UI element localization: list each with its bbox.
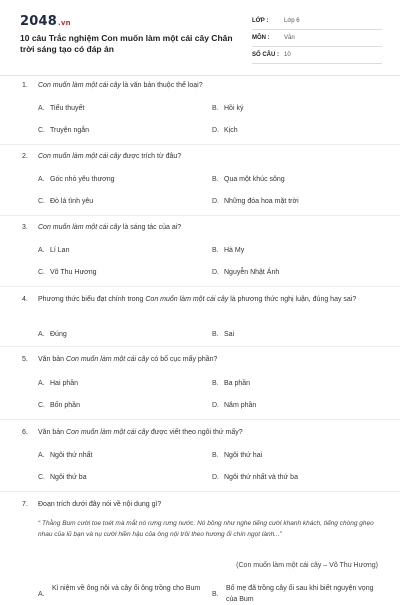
option-letter: B. <box>212 176 219 183</box>
option-letter: B. <box>212 247 219 254</box>
option-text: Kịch <box>224 127 238 134</box>
option-text: Truyện ngắn <box>50 127 90 134</box>
option-text: Qua một khúc sông <box>224 176 285 183</box>
option-letter: C. <box>38 198 45 205</box>
option-letter: B. <box>212 452 219 459</box>
option-text: Năm phần <box>224 402 257 409</box>
logo-text: 2048 <box>20 14 57 29</box>
option-text: Ba phần <box>224 380 251 387</box>
option-b[interactable] <box>212 378 250 389</box>
option-b[interactable] <box>212 245 244 256</box>
option-letter: A. <box>38 591 45 598</box>
option-letter: D. <box>212 402 219 409</box>
option-letter: A. <box>38 247 45 254</box>
question-number: 7. <box>22 501 28 508</box>
question-number: 4. <box>22 296 28 303</box>
option-letter: A. <box>38 105 45 112</box>
meta-question-count <box>252 47 382 64</box>
question-work-title: Con muốn làm một cái cây <box>38 153 121 160</box>
question-prefix: Đoạn trích dưới đây nói về nội dung gì? <box>38 501 162 508</box>
question-number: 1. <box>22 82 28 89</box>
option-text: Ngôi thứ hai <box>224 452 263 459</box>
option-text: Những đóa hoa mặt trời <box>224 198 299 205</box>
question-text <box>22 294 377 306</box>
option-text: Lí Lan <box>50 247 70 254</box>
option-text: Kỉ niệm về ông nội và cây ổi ông trồng cho Bum <box>52 585 201 592</box>
question-suffix: là văn bản thuộc thể loại? <box>120 82 203 89</box>
question-prefix: Phương thức biểu đạt chính trong <box>38 296 146 303</box>
option-c[interactable] <box>38 267 97 278</box>
option-d[interactable] <box>212 125 238 136</box>
question-text <box>22 427 377 439</box>
option-letter: B. <box>212 105 219 112</box>
option-letter: C. <box>38 474 45 481</box>
option-text: Võ Thu Hương <box>50 269 97 276</box>
document-header <box>0 0 400 75</box>
option-d[interactable] <box>212 400 256 411</box>
option-text: Nguyễn Nhật Ánh <box>224 269 280 276</box>
option-letter: A. <box>38 452 45 459</box>
option-b[interactable] <box>212 583 382 605</box>
document-title: 10 câu Trắc nghiệm Con muốn làm một cái cây Chân trời sáng tạo có đáp án <box>20 33 233 54</box>
question-prefix: Văn bản <box>38 429 67 436</box>
option-a[interactable] <box>38 103 84 114</box>
option-d[interactable] <box>212 472 298 483</box>
option-a[interactable] <box>38 174 115 185</box>
option-text: Hồi ký <box>224 105 244 112</box>
option-text: Ngôi thứ nhất <box>50 452 93 459</box>
meta-label: SỐ CÂU : <box>252 52 279 58</box>
option-letter: D. <box>212 198 219 205</box>
quote-source: (Con muốn làm một cái cây – Võ Thu Hương) <box>236 562 378 569</box>
question-work-title: Con muốn làm một cái cây <box>66 356 149 363</box>
question-text <box>22 354 377 366</box>
site-logo[interactable] <box>20 14 71 29</box>
meta-grade <box>252 13 382 30</box>
option-text: Ngôi thứ ba <box>50 474 87 481</box>
header-divider <box>0 75 400 76</box>
question-work-title: Con muốn làm một cái cây <box>38 224 121 231</box>
option-letter: D. <box>212 474 219 481</box>
option-letter: C. <box>38 127 45 134</box>
meta-value: Lớp 6 <box>284 18 300 24</box>
option-letter: A. <box>38 331 45 338</box>
option-letter: C. <box>38 269 45 276</box>
question-divider <box>0 491 400 492</box>
question-divider <box>0 215 400 216</box>
option-d[interactable] <box>212 267 279 278</box>
question-text <box>22 222 377 234</box>
question-divider <box>0 419 400 420</box>
question-suffix: là sáng tác của ai? <box>120 224 182 231</box>
option-b[interactable] <box>212 329 234 340</box>
question-divider <box>0 144 400 145</box>
option-text: Ngôi thứ nhất và thứ ba <box>224 474 298 481</box>
option-d[interactable] <box>212 196 299 207</box>
option-a[interactable] <box>38 583 208 598</box>
option-text: Đúng <box>50 331 67 338</box>
option-c[interactable] <box>38 125 89 136</box>
option-b[interactable] <box>212 450 262 461</box>
question-number: 3. <box>22 224 28 231</box>
option-text: Hai phần <box>50 380 79 387</box>
document-meta <box>252 13 382 64</box>
option-letter: D. <box>212 269 219 276</box>
question-suffix: được viết theo ngôi thứ mấy? <box>148 429 243 436</box>
logo-suffix: .vn <box>57 19 71 27</box>
question-divider <box>0 346 400 347</box>
question-number: 6. <box>22 429 28 436</box>
option-a[interactable] <box>38 245 69 256</box>
question-work-title: Con muốn làm một cái cây <box>66 429 149 436</box>
question-number: 2. <box>22 153 28 160</box>
option-letter: C. <box>38 402 45 409</box>
question-suffix: là phương thức nghị luận, đúng hay sai? <box>228 296 357 303</box>
option-a[interactable] <box>38 450 92 461</box>
question-suffix: có bố cục mấy phần? <box>148 356 218 363</box>
option-text: Góc nhỏ yêu thương <box>50 176 115 183</box>
meta-label: LỚP : <box>252 18 269 24</box>
question-prefix: Văn bản <box>38 356 67 363</box>
question-divider <box>0 286 400 287</box>
quoted-passage: “ Thằng Bum cười toe toét mà mắt nó rưng rưng nước. Nó bồng như nghe tiếng cười khanh khách, tiếng chòng ghẹo nhau của lũ bạn và nụ cười hiền hậu của ông nội trôi theo hương ổi chín ngọt lành...” <box>38 520 374 538</box>
meta-label: MÔN : <box>252 35 270 41</box>
meta-value: 10 <box>284 52 291 58</box>
option-b[interactable] <box>212 103 243 114</box>
meta-value: Văn <box>284 35 295 41</box>
option-c[interactable] <box>38 400 80 411</box>
option-text: Sai <box>224 331 235 338</box>
option-letter: B. <box>212 380 219 387</box>
option-letter: A. <box>38 380 45 387</box>
question-text <box>22 499 377 511</box>
option-text: Đò lá tình yêu <box>50 198 94 205</box>
option-c[interactable] <box>38 472 87 483</box>
option-letter: A. <box>38 176 45 183</box>
option-text: Bố mẹ đã trồng cây ổi sau khi biết nguyện vọng của Bum <box>226 585 374 603</box>
question-number: 5. <box>22 356 28 363</box>
option-text: Hà My <box>224 247 245 254</box>
option-text: Tiểu thuyết <box>50 105 85 112</box>
question-work-title: Con muốn làm một cái cây <box>38 82 121 89</box>
option-letter: B. <box>212 591 219 598</box>
option-letter: D. <box>212 127 219 134</box>
question-text <box>22 151 377 163</box>
option-letter: B. <box>212 331 219 338</box>
option-a[interactable] <box>38 378 78 389</box>
question-work-title: Con muốn làm một cái cây <box>145 296 229 303</box>
question-text <box>22 80 377 92</box>
option-a[interactable] <box>38 329 67 340</box>
option-b[interactable] <box>212 174 285 185</box>
meta-subject <box>252 30 382 47</box>
option-c[interactable] <box>38 196 93 207</box>
option-text: Bốn phần <box>50 402 80 409</box>
question-suffix: được trích từ đâu? <box>120 153 182 160</box>
